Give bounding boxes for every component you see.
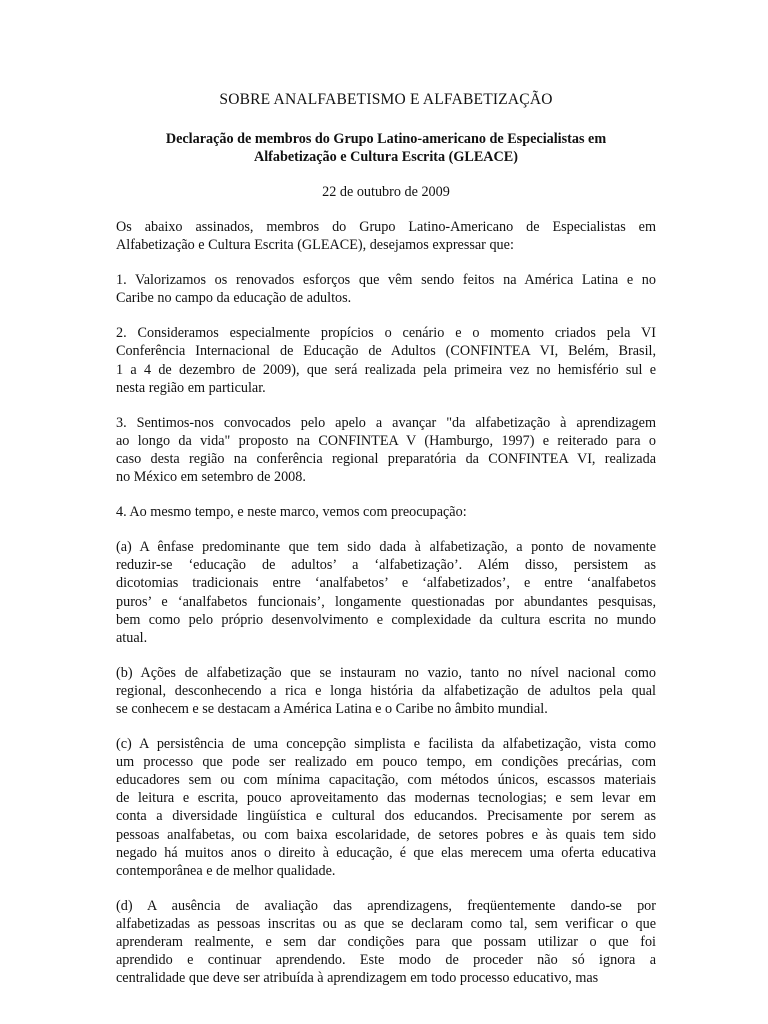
paragraph <box>116 414 656 486</box>
paragraph <box>116 218 656 254</box>
paragraph-line: (b) Ações de alfabetização que se instauram no vazio, tanto no nível nacional como <box>116 664 656 681</box>
document-date: 22 de outubro de 2009 <box>322 184 450 200</box>
paragraph-line: 4. Ao mesmo tempo, e neste marco, vemos com preocupação: <box>116 504 467 521</box>
paragraph-line: no México em setembro de 2008. <box>116 469 306 486</box>
paragraph-line: caso desta região na conferência regional preparatória da CONFINTEA VI, realizada <box>116 450 656 467</box>
paragraph-line: educadores sem ou com mínima capacitação, com métodos únicos, escassos materiais <box>116 772 656 789</box>
paragraph-line: Caribe no campo da educação de adultos. <box>116 290 352 307</box>
paragraph <box>116 735 656 880</box>
paragraph-line: Os abaixo assinados, membros do Grupo Latino-Americano de Especialistas em <box>116 219 656 235</box>
paragraph-line: pessoas analfabetas, ou com baixa escolaridade, de setores pobres e às quais tem sido <box>116 826 656 843</box>
paragraph-line: aprenderam realmente, e sem dar condições para que possam utilizar o que foi <box>116 934 656 950</box>
paragraph <box>116 664 656 718</box>
subtitle-line: Declaração de membros do Grupo Latino-americano de Especialistas em <box>165 131 607 147</box>
paragraph-line: 1 a 4 de dezembro de 2009), que será realizada pela primeira vez no hemisfério sul e <box>116 361 656 378</box>
paragraph-line: (a) A ênfase predominante que tem sido dada à alfabetização, a ponto de novamente <box>116 539 656 556</box>
document-subtitle <box>116 130 656 166</box>
paragraph <box>116 503 656 521</box>
paragraph-line: alfabetizadas as pessoas inscritas ou as que se declaram como tal, sem verificar o que <box>116 915 656 932</box>
paragraph <box>116 271 656 307</box>
paragraph <box>116 324 656 396</box>
paragraph <box>116 897 656 987</box>
paragraph-line: (c) A persistência de uma concepção simplista e facilista da alfabetização, vista como <box>116 736 656 753</box>
paragraph-line: atual. <box>116 629 148 646</box>
paragraph-line: ao longo da vida" proposto na CONFINTEA V (Hamburgo, 1997) e reiterado para o <box>116 432 656 449</box>
paragraph-line: conta a diversidade lingüística e cultural dos educandos. Precisamente por serem as <box>116 808 656 825</box>
paragraph-line: aprendido e continuar aprendendo. Este modo de proceder não só ignora a <box>116 952 656 969</box>
paragraph-line: Alfabetização e Cultura Escrita (GLEACE), desejamos expressar que: <box>116 237 514 254</box>
paragraph-line: 3. Sentimos-nos convocados pelo apelo a avançar "da alfabetização à aprendizagem <box>116 414 656 431</box>
paragraph-line: centralidade que deve ser atribuída à aprendizagem em todo processo educativo, mas <box>116 970 599 987</box>
paragraph-line: Conferência Internacional de Educação de Adultos (CONFINTEA VI, Belém, Brasil, <box>116 343 656 360</box>
paragraph-line: de leitura e escrita, pouco aproveitamento das modernas tecnologias; e sem levar em <box>116 790 656 807</box>
document-body <box>116 218 656 987</box>
paragraph-line: dicotomias tradicionais entre ‘analfabetos’ e ‘alfabetizados’, e entre ‘analfabetos <box>116 575 656 592</box>
subtitle-line: Alfabetização e Cultura Escrita (GLEACE) <box>253 149 518 165</box>
paragraph-line: nesta região em particular. <box>116 379 266 396</box>
paragraph-line: regional, desconhecendo a rica e longa história da alfabetização de adultos pela qual <box>116 682 656 699</box>
document-page <box>116 84 656 987</box>
paragraph-line: contemporânea e de melhor qualidade. <box>116 862 336 879</box>
document-title: SOBRE ANALFABETISMO E ALFABETIZAÇÃO <box>219 91 553 108</box>
paragraph-line: negado há muitos anos o direito à educação, é que elas merecem uma oferta educativa <box>116 844 656 861</box>
paragraph-line: 2. Consideramos especialmente propícios o cenário e o momento criados pela VI <box>116 325 656 342</box>
paragraph-line: bem como pelo próprio desenvolvimento e complexidade da cultura escrita no mundo <box>116 611 656 628</box>
paragraph-line: se conhecem e se destacam a América Latina e o Caribe no âmbito mundial. <box>116 700 548 717</box>
paragraph-line: (d) A ausência de avaliação das aprendizagens, freqüentemente dando-se por <box>116 897 656 914</box>
paragraph-line: 1. Valorizamos os renovados esforços que vêm sendo feitos na América Latina e no <box>116 272 656 289</box>
paragraph-line: um processo que pode ser realizado em pouco tempo, em condições precárias, com <box>116 754 656 771</box>
paragraph-line: puros’ e ‘analfabetos funcionais’, longamente questionadas por abundantes pesquisas, <box>116 593 656 610</box>
paragraph <box>116 538 656 647</box>
paragraph-line: reduzir-se ‘educação de adultos’ a ‘alfabetização’. Além disso, persistem as <box>116 557 656 574</box>
